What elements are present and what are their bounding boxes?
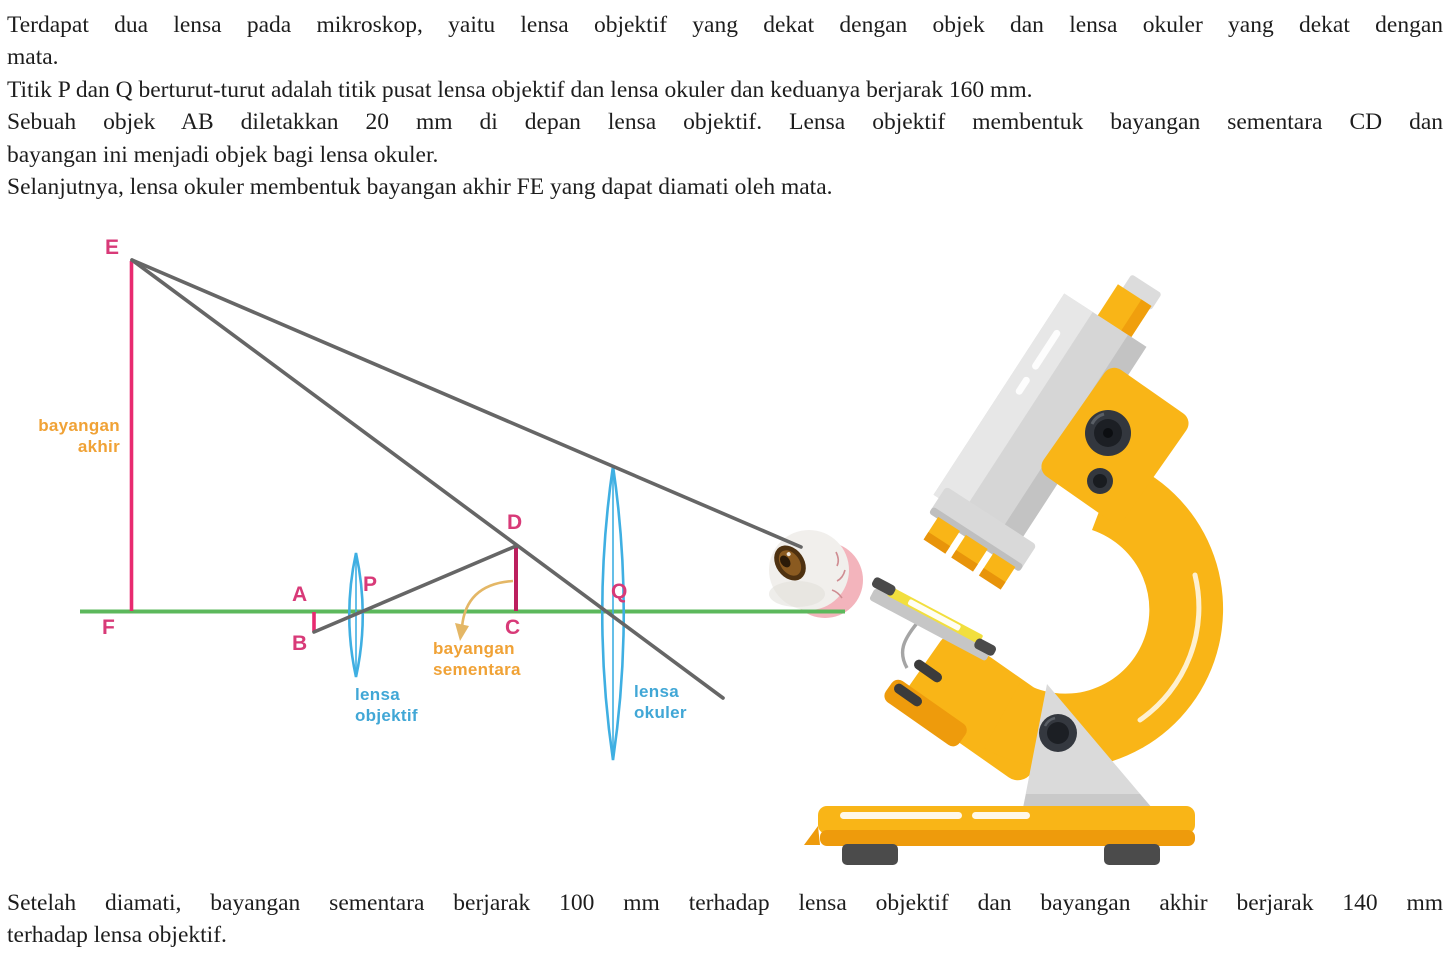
text-line: bayangan ini menjadi objek bagi lensa okuler. (7, 141, 439, 168)
ocular-lens-label (634, 681, 687, 723)
final-image-label-line1: bayangan (38, 416, 120, 435)
text-line: Titik P dan Q berturut-turut adalah titik pusat lensa objektif dan lensa okuler dan keduanya berjarak 160 mm. (7, 76, 1033, 103)
eye-icon (768, 530, 863, 618)
point-label-p: P (363, 573, 378, 596)
conclusion-paragraph (7, 887, 1443, 952)
point-label-f: F (102, 616, 116, 639)
microscope-icon (804, 249, 1223, 865)
text-line: mata. (7, 44, 59, 71)
point-label-c: C (505, 616, 521, 639)
ray-e-through-d (132, 260, 723, 698)
ocular-lens-label-line2: okuler (634, 703, 687, 722)
objective-lens-label (355, 684, 418, 726)
text-line: Sebuah objek AB diletakkan 20 mm di depan lensa objektif. Lensa objektif membentuk bayangan sementara CD dan (7, 109, 1443, 136)
text-line: Setelah diamati, bayangan sementara berjarak 100 mm terhadap lensa objektif dan bayangan akhir berjarak 140 mm (7, 890, 1443, 916)
temp-image-label-line1: bayangan (433, 639, 515, 658)
text-line: terhadap lensa objektif. (7, 922, 227, 949)
microscope-base (804, 806, 1195, 865)
ocular-lens-label-line1: lensa (634, 682, 679, 701)
point-label-q: Q (611, 580, 628, 603)
temp-image-label-line2: sementara (433, 660, 521, 679)
focus-knob-large (1085, 410, 1131, 456)
point-label-e: E (105, 236, 120, 259)
temp-image-label (433, 638, 521, 680)
objective-lens-label-line1: lensa (355, 685, 400, 704)
microscope-stage (864, 576, 1000, 663)
focus-knob-small (1087, 468, 1113, 494)
final-image-label (28, 415, 120, 457)
final-image-label-line2: akhir (77, 437, 120, 456)
text-line: Selanjutnya, lensa okuler membentuk bayangan akhir FE yang dapat diamati oleh mata. (7, 173, 833, 200)
text-line: Terdapat dua lensa pada mikroskop, yaitu lensa objektif yang dekat dengan objek dan lensa okuler yang dekat dengan (7, 12, 1443, 38)
ray-e-to-eye (132, 260, 801, 547)
point-label-a: A (292, 583, 308, 606)
point-label-d: D (507, 511, 523, 534)
objective-lens-label-line2: objektif (355, 706, 418, 725)
point-label-b: B (292, 632, 308, 655)
